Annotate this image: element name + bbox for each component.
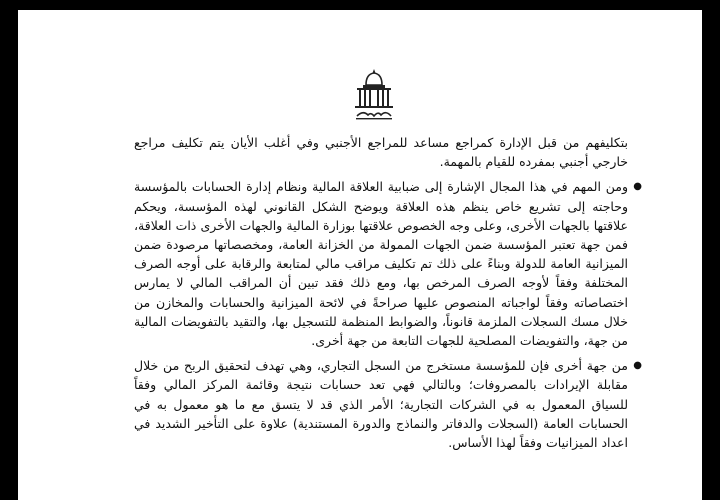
- document-body: [134, 133, 642, 458]
- document-page: [18, 10, 702, 500]
- paragraph-3: [134, 356, 642, 452]
- paragraph-3-text: من جهة أخرى فإن للمؤسسة مستخرج من السجل التجاري، وهي تهدف لتحقيق الربح من خلال مقابلة الإيرادات بالمصروفات؛ وبالتالي فهي تعد حسابات نتيجة وقائمة المركز المالي وفقاً للسياق المعمول به في الشركات التجارية؛ الأمر الذي قد لا يتسق مع ما هو معمول به في الحسابات العامة (السجلات والدفاتر والنماذج والدورة المستندية) علاوة على التأخير الشديد في اعداد الميزانيات وفقاً لهذا الأساس.: [134, 358, 628, 451]
- paragraph-2: [134, 177, 642, 350]
- bullet-icon: ●: [633, 181, 642, 193]
- paragraph-1-text: بتكليفهم من قبل الإدارة كمراجع مساعد للمراجع الأجنبي وفي أغلب الأيان يتم تكليف مراجع خارجي أجنبي بمفرده للقيام بالمهمة.: [134, 135, 628, 170]
- paragraph-2-text: ومن المهم في هذا المجال الإشارة إلى ضبابية العلاقة المالية ونظام إدارة الحسابات بالمؤسسة وحاجته إلى تشريع خاص ينظم هذه العلاقة ويوضح الشكل القانوني لهذه المؤسسة، ويحكم علاقتها بالجهات الأخرى، وعلى وجه الخصوص علاقتها بوزارة المالية والجهات الأخرى ذات العلاقة، فمن جهة تعتبر المؤسسة ضمن الجهات الممولة من الخزانة العامة، ومخصصاتها مرصودة ضمن الميزانية العامة للدولة وبناءً على ذلك تم تكليف مراقب مالي لمتابعة والرقابة على أوجه الصرف المختلفة وفقاً لأوجه الصرف المرخص بها، ومع ذلك فقد تبين أن المراقب المالي لا يمارس اختصاصاته وفقاً لواجباته المنصوص عليها صراحةً في لائحة الميزانية والحسابات والمخازن من خلال مسك السجلات الملزمة قانوناً، والضوابط المنظمة للتسجيل بها، والتقيد بالتفويضات المالية من جهة، والتفويضات المصلحية للجهات التابعة من جهة أخرى.: [134, 179, 628, 349]
- bullet-icon: ●: [633, 360, 642, 372]
- institution-emblem-icon: [351, 67, 397, 121]
- paragraph-1: [134, 133, 642, 171]
- logo: [351, 67, 397, 121]
